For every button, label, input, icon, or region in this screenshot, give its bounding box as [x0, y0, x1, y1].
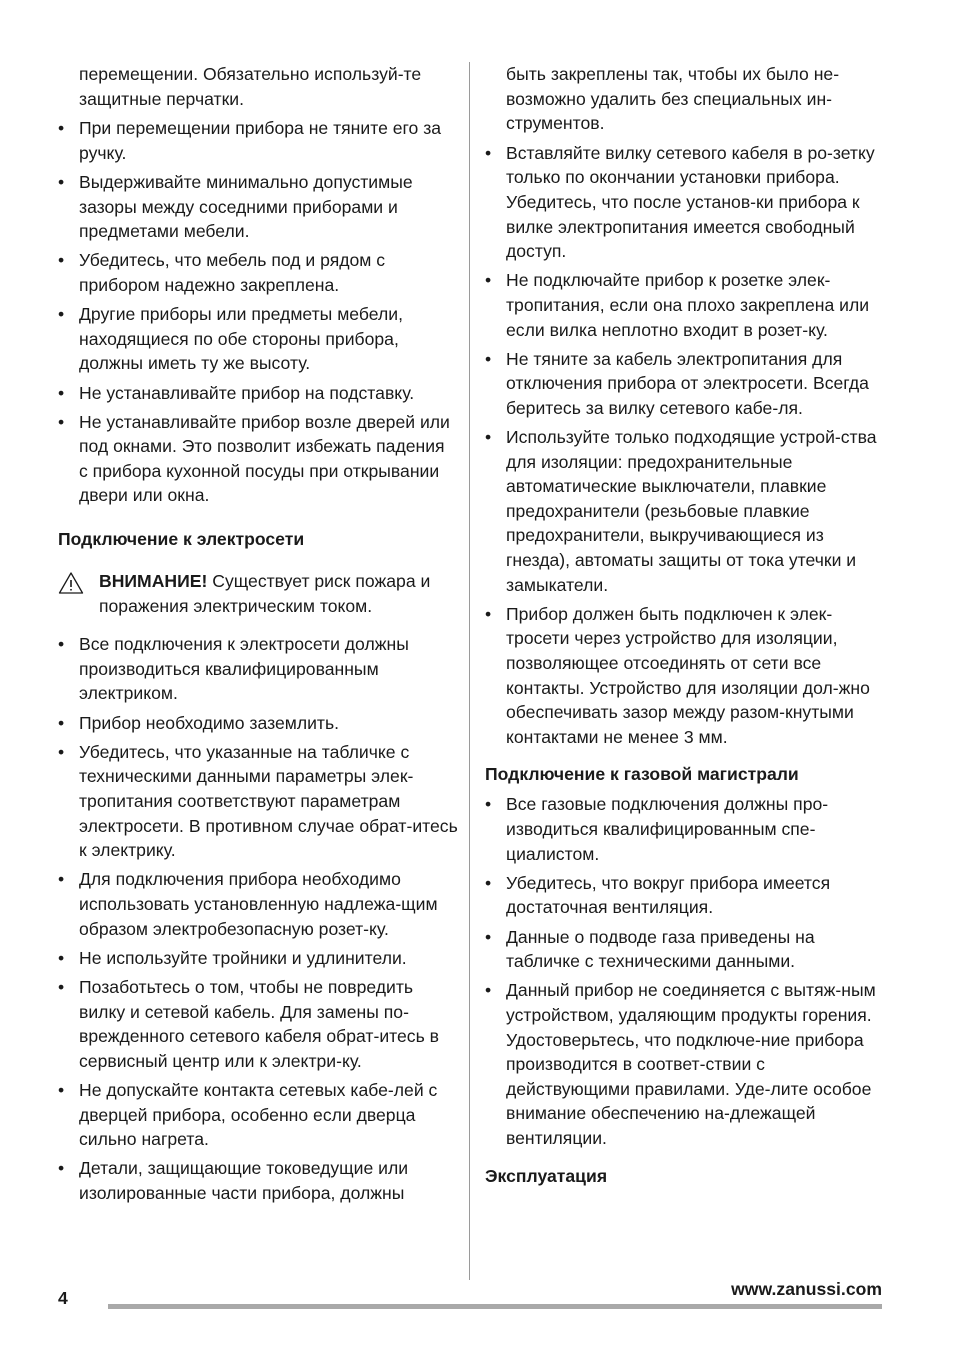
list-item: • Все газовые подключения должны про-изводиться квалифицированным спе-циалистом. [485, 794, 829, 864]
list-item: • Все подключения к электросети должны производиться квалифицированным электриком. [58, 634, 409, 704]
right-column [485, 62, 885, 1194]
list-item: • Вставляйте вилку сетевого кабеля в ро-зетку только по окончании установки прибора. Убедитесь, что после установ-ки прибора к вилке электропитания имеется свободный доступ. [485, 142, 875, 262]
column-divider [469, 62, 470, 1280]
list-item: • Убедитесь, что вокруг прибора имеется достаточная вентиляция. [485, 872, 831, 918]
warning-text: Существует риск пожара и поражения электрическим током. [99, 571, 431, 616]
list-item: • Другие приборы или предметы мебели, находящиеся по обе стороны прибора, должны иметь ту же высоту. [58, 304, 403, 374]
left-bullet-list-1 [58, 116, 458, 508]
list-item: • Не устанавливайте прибор на подставку. [58, 382, 415, 403]
warning-triangle-icon [58, 571, 84, 595]
right-bullet-list-2 [485, 792, 885, 1150]
list-item: • Прибор должен быть подключен к элек-тросети через устройство для изоляции, позволяющее отсоединять от сети все контакты. Устройство для изоляции дол-жно обеспечивать зазор между разом-кнутыми контактами не менее 3 мм. [485, 603, 870, 747]
section-heading-gas: Подключение к газовой магистрали [485, 764, 799, 785]
list-item: • Используйте только подходящие устрой-ства для изоляции: предохранительные автоматические выключатели, плавкие предохранители (резьбовые плавкие предохранители, выкручивающиеся из гнезда), автоматы защиты от тока утечки и замыкатели. [485, 427, 877, 595]
section-heading-electric: Подключение к электросети [58, 529, 305, 550]
footer-rule [108, 1304, 882, 1309]
page-number: 4 [58, 1288, 68, 1308]
right-intro-text: быть закреплены так, чтобы их было не-возможно удалить без специальных ин-струментов. [506, 64, 840, 134]
list-item: • Не используйте тройники и удлинители. [58, 947, 407, 968]
warning-note [58, 569, 458, 618]
warning-label: ВНИМАНИЕ! [99, 571, 208, 592]
list-item: • Прибор необходимо заземлить. [58, 712, 340, 733]
list-item: • Выдерживайте минимально допустимые зазоры между соседними приборами и предметами мебели. [58, 171, 413, 242]
right-bullet-list-1 [485, 141, 885, 750]
list-item: • Не тяните за кабель электропитания для отключения прибора от электросети. Всегда беритесь за вилку сетевого кабе-ля. [485, 348, 869, 418]
list-item: • Не подключайте прибор к розетке элек-тропитания, если она плохо закреплена или если вилка неплотно входит в розет-ку. [485, 270, 870, 340]
list-item: • Данные о подводе газа приведены на табличке с техническими данными. [485, 926, 815, 972]
list-item: • Не устанавливайте прибор возле дверей или под окнами. Это позволит избежать падения с прибора кухонной посуды при открывании двери или окна. [58, 411, 450, 506]
left-intro-text: перемещении. Обязательно используй-те защитные перчатки. [79, 64, 422, 109]
left-column [58, 62, 458, 1210]
list-item: • Не допускайте контакта сетевых кабе-лей с дверцей прибора, особенно если дверца сильно нагрета. [58, 1079, 438, 1150]
section-heading-usage: Эксплуатация [485, 1165, 608, 1186]
website-url: www.zanussi.com [731, 1279, 882, 1299]
list-item: • Для подключения прибора необходимо использовать установленную надлежа-щим образом электробезопасную розет-ку. [58, 869, 438, 939]
list-item: • Убедитесь, что мебель под и рядом с прибором надежно закреплена. [58, 250, 386, 295]
list-item: • При перемещении прибора не тяните его за ручку. [58, 118, 442, 163]
list-item: • Данный прибор не соединяется с вытяж-ным устройством, удаляющим продукты горения. Удостоверьтесь, что подключе-ние прибора производится в соответ-ствии с действующими правилами. Уде-лите особое внимание обеспечению на-длежащей вентиляции. [485, 980, 876, 1148]
list-item: • Убедитесь, что указанные на табличке с техническими данными параметры элек-тропитания соответствуют параметрам электросети. В противном случае обрат-итесь к электрику. [58, 741, 458, 861]
left-bullet-list-2 [58, 632, 458, 1205]
list-item: • Позаботьтесь о том, чтобы не повредить вилку и сетевой кабель. Для замены по-врежденного сетевого кабеля обрат-итесь в сервисный центр или к электри-ку. [58, 976, 440, 1071]
list-item: • Детали, защищающие токоведущие или изолированные части прибора, должны [58, 1158, 409, 1203]
